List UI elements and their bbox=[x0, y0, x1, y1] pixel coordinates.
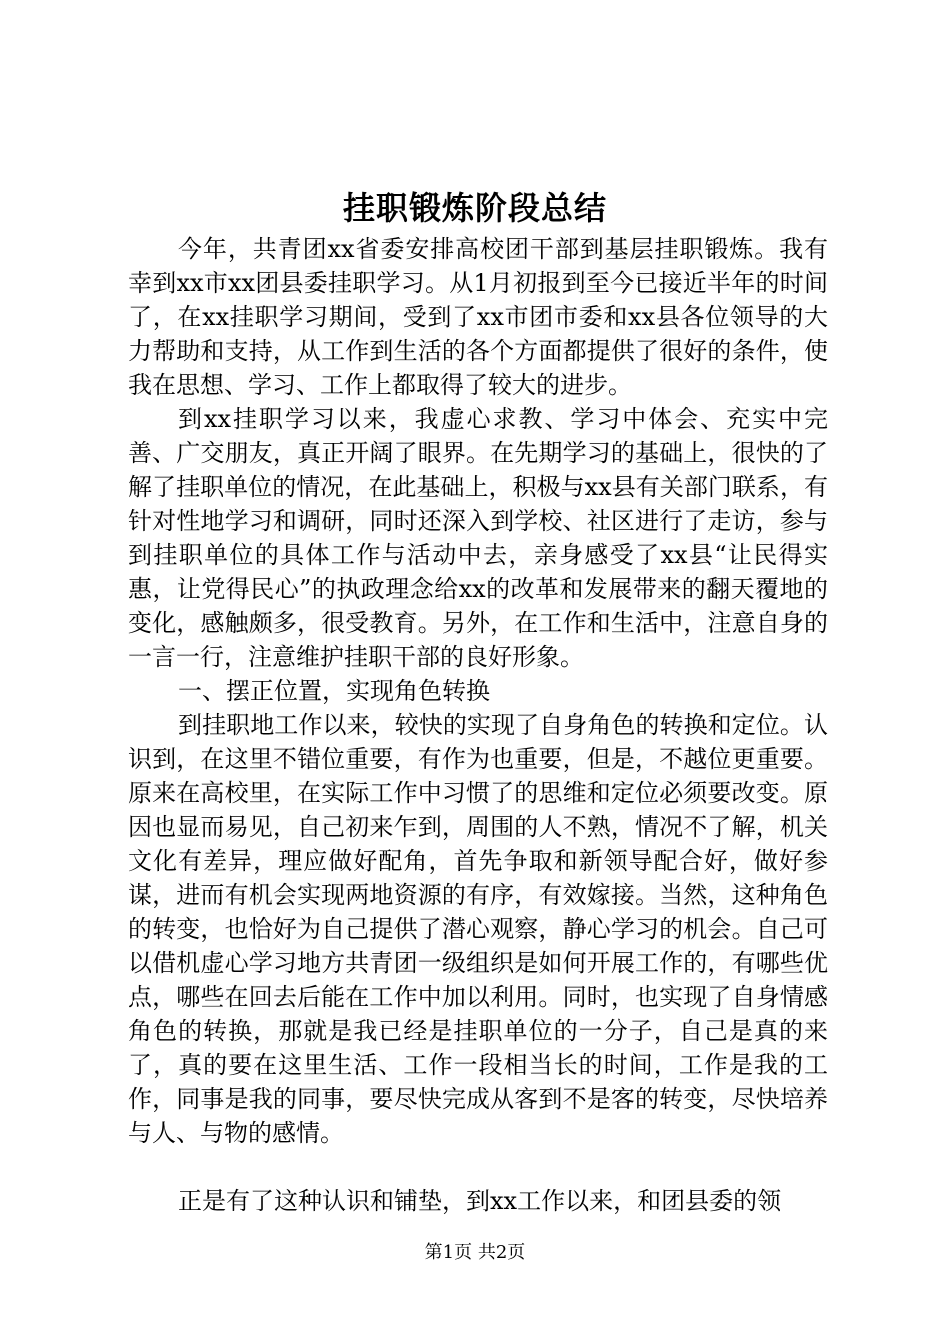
section-heading: 一、摆正位置，实现角色转换 bbox=[178, 677, 490, 705]
paragraph-learning: 到xx挂职学习以来，我虚心求教、学习中体会、充实中完善、广交朋友，真正开阔了眼界。在先期学习的基础上，很快的了解了挂职单位的情况，在此基础上，积极与xx县有关部门联系，有针对性地学习和调研，同时还深入到学校、社区进行了走访，参与到挂职单位的具体工作与活动中去，亲身感受了xx县“让民得实惠，让党得民心”的执政理念给xx的改革和发展带来的翻天覆地的变化，感触颇多，很受教育。另外，在工作和生活中，注意自身的一言一行，注意维护挂职干部的良好形象。 bbox=[128, 405, 828, 671]
paragraph-continued: 正是有了这种认识和铺垫，到xx工作以来，和团县委的领 bbox=[178, 1187, 782, 1215]
document-body bbox=[128, 232, 828, 1218]
paragraph-intro: 今年，共青团xx省委安排高校团干部到基层挂职锻炼。我有幸到xx市xx团县委挂职学习。从1月初报到至今已接近半年的时间了，在xx挂职学习期间，受到了xx市团市委和xx县各位领导的大力帮助和支持，从工作到生活的各个方面都提供了很好的条件，使我在思想、学习、工作上都取得了较大的进步。 bbox=[128, 235, 828, 399]
document-title: 挂职锻炼阶段总结 bbox=[342, 189, 607, 227]
paragraph-role-change: 到挂职地工作以来，较快的实现了自身角色的转换和定位。认识到，在这里不错位重要，有作为也重要，但是，不越位更重要。原来在高校里，在实际工作中习惯了的思维和定位必须要改变。原因也显而易见，自己初来乍到，周围的人不熟，情况不了解，机关文化有差异，理应做好配角，首先争取和新领导配合好，做好参谋，进而有机会实现两地资源的有序，有效嫁接。当然，这种角色的转变，也恰好为自己提供了潜心观察，静心学习的机会。自己可以借机虚心学习地方共青团一级组织是如何开展工作的，有哪些优点，哪些在回去后能在工作中加以利用。同时，也实现了自身情感角色的转换，那就是我已经是挂职单位的一分子，自己是真的来了，真的要在这里生活、工作一段相当长的时间，工作是我的工作，同事是我的同事，要尽快完成从客到不是客的转变，尽快培养与人、与物的感情。 bbox=[128, 711, 828, 1147]
page-number-footer: 第1页 共2页 bbox=[424, 1242, 526, 1263]
